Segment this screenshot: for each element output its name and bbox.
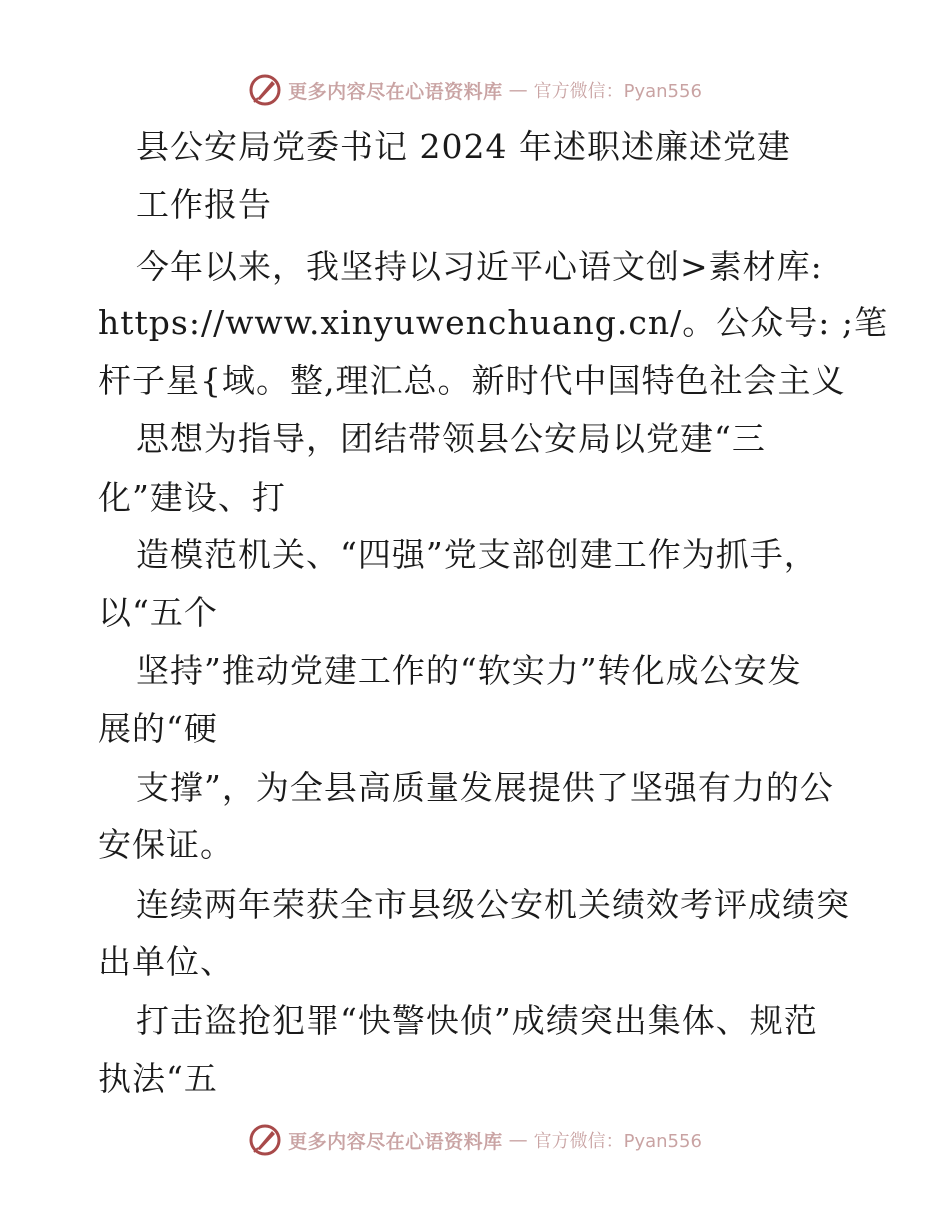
watermark-text: 更多内容尽在心语资料库 <box>288 1130 503 1153</box>
doc-line: 支撑”，为全县高质量发展提供了坚强有力的公 <box>136 768 834 807</box>
doc-line: 坚持”推动党建工作的“软实力”转化成公安发 <box>136 651 802 690</box>
doc-line: https://www.xinyuwenchuang.cn/。公众号: ;笔 <box>98 303 888 342</box>
doc-line: 化”建设、打 <box>98 478 286 517</box>
watermark-wechat: 官方微信：Pyan556 <box>533 1131 702 1152</box>
doc-line: 打击盗抢犯罪“快警快侦”成绩突出集体、规范 <box>136 1001 818 1040</box>
doc-line: 今年以来，我坚持以习近平心语文创>素材库: <box>136 247 823 286</box>
doc-title-line-1: 县公安局党委书记 2024 年述职述廉述党建 <box>136 127 791 166</box>
doc-line: 安保证。 <box>98 825 234 864</box>
watermark-dash: — <box>508 1129 528 1151</box>
doc-line: 以“五个 <box>98 593 218 632</box>
watermark-wechat: 官方微信：Pyan556 <box>533 81 702 102</box>
doc-title-line-2: 工作报告 <box>136 185 272 224</box>
doc-line: 思想为指导，团结带领县公安局以党建“三 <box>136 419 766 458</box>
header-watermark <box>0 70 950 110</box>
quill-logo-icon <box>248 1123 282 1157</box>
watermark-dash: — <box>508 79 528 101</box>
doc-line: 执法“五 <box>98 1059 218 1098</box>
doc-line: 出单位、 <box>98 942 234 981</box>
doc-line: 杆子星{域。整,理汇总。新时代中国特色社会主义 <box>98 361 846 400</box>
doc-line: 展的“硬 <box>98 709 218 748</box>
doc-line: 连续两年荣获全市县级公安机关绩效考评成绩突 <box>136 885 850 924</box>
quill-logo-icon <box>248 73 282 107</box>
doc-line: 造模范机关、“四强”党支部创建工作为抓手， <box>136 535 818 574</box>
watermark-text: 更多内容尽在心语资料库 <box>288 80 503 103</box>
footer-watermark <box>0 1120 950 1160</box>
